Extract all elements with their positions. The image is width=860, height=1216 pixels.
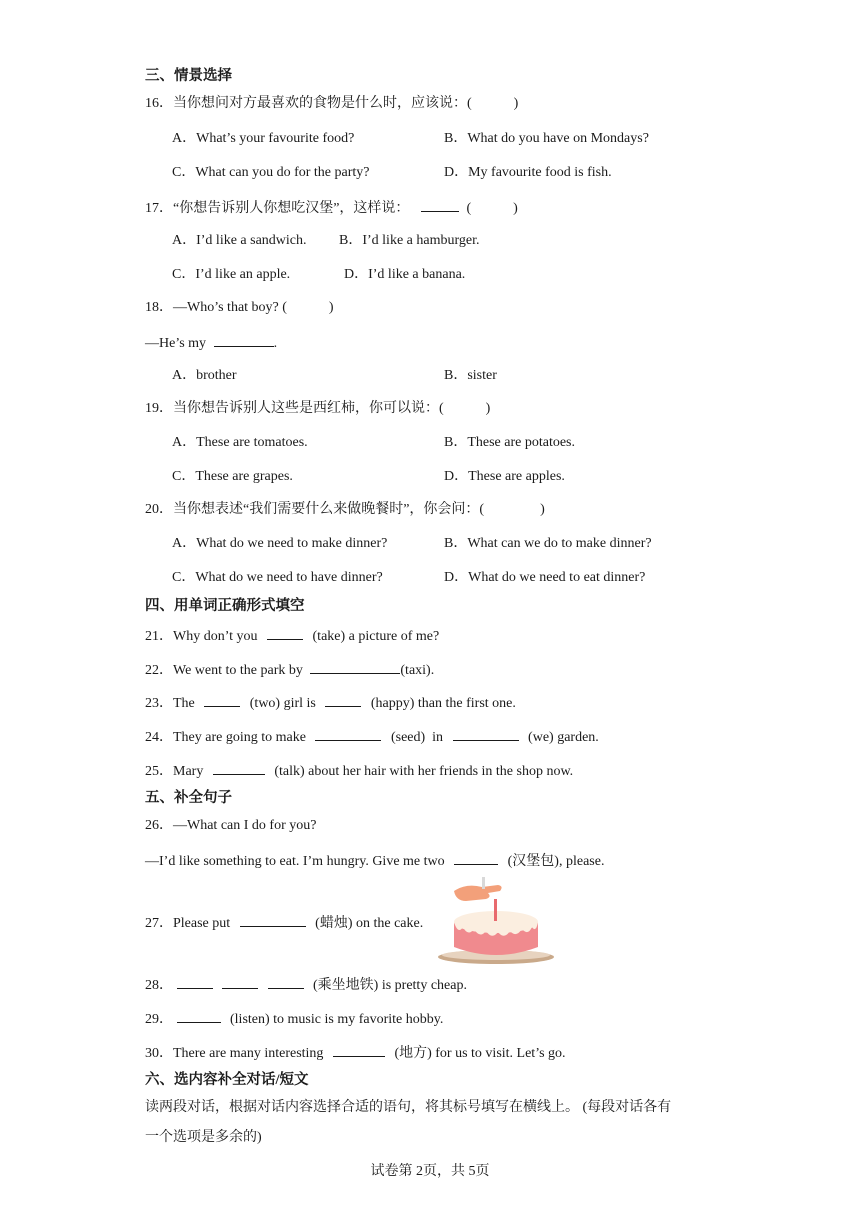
q22-text-1: 22．We went to the park by [145,663,303,678]
q27-text-1: 27．Please put [145,916,231,931]
q29-text-2: (listen) to music is my favorite hobby. [230,1012,444,1027]
q26-text-2: (汉堡包), please. [507,854,605,869]
page-footer: 试卷第 2页，共 5页 [370,1164,490,1179]
q22-blank[interactable] [310,659,400,674]
q17-stem-text: 17．“你想告诉别人你想吃汉堡”，这样说： [145,201,410,216]
q16-option-a: A．What’s your favourite food? [172,131,355,146]
q16-stem: 16．当你想问对方最喜欢的食物是什么时，应该说：( ) [145,96,519,111]
q29-text-1: 29． [145,1012,173,1027]
q18-line2 [145,332,277,354]
q23-text-2: (two) girl is [249,696,316,711]
candle [494,899,497,921]
q18-option-a: A．brother [172,368,237,383]
q25 [145,760,573,782]
q25-text-2: (talk) about her hair with her friends in the shop now. [274,764,574,779]
hand [454,885,502,901]
q18-stem: 18．—Who’s that boy? ( ) [145,300,334,315]
q23-text-3: (happy) than the first one. [370,696,516,711]
section-6-title: 六、选内容补全对话/短文 [145,1072,309,1088]
cake-with-candle-image [436,877,556,967]
q26-line-2 [145,850,604,872]
q22-text-2: (taxi). [400,663,435,678]
q20-option-c: C．What do we need to have dinner? [172,570,383,585]
q23-blank-1[interactable] [204,692,240,707]
q18-line2-text: —He’s my [145,336,207,351]
q26-line-1: 26．—What can I do for you? [145,818,317,833]
q28-blank-1[interactable] [177,974,213,989]
q16-option-d: D．My favourite food is fish. [444,165,612,180]
q28-text-2: (乘坐地铁) is pretty cheap. [313,978,467,993]
q21-text-2: (take) a picture of me? [312,629,440,644]
q28-blank-2[interactable] [222,974,258,989]
q17-blank[interactable] [421,197,459,212]
q24-text-3: (we) garden. [528,730,599,745]
q30-blank[interactable] [333,1042,385,1057]
q28-blank-3[interactable] [268,974,304,989]
q23-text-1: 23．The [145,696,195,711]
q23-blank-2[interactable] [325,692,361,707]
q24-text-2: (seed) in [390,730,444,745]
q27-blank[interactable] [240,912,306,927]
q18-option-b: B．sister [444,368,497,383]
q30-text-2: (地方) for us to visit. Let’s go. [394,1046,566,1061]
section-5-title: 五、补全句子 [145,790,232,806]
q16-option-c: C．What can you do for the party? [172,165,370,180]
q19-stem: 19．当你想告诉别人这些是西红柿，你可以说：( ) [145,401,491,416]
q25-text-1: 25．Mary [145,764,204,779]
q19-option-c: C．These are grapes. [172,469,293,484]
q20-option-a: A．What do we need to make dinner? [172,536,388,551]
q24-blank-1[interactable] [315,726,381,741]
q17-option-a: A．I’d like a sandwich. [172,233,307,248]
q30-text-1: 30．There are many interesting [145,1046,324,1061]
q21-text-1: 21．Why don’t you [145,629,258,644]
q29 [145,1008,443,1030]
q20-option-b: B．What can we do to make dinner? [444,536,652,551]
q17-stem-paren: ( ) [466,201,518,216]
section-6-instruction-1: 读两段对话，根据对话内容选择合适的语句，将其标号填写在横线上。 (每段对话各有 [145,1100,672,1115]
q19-option-d: D．These are apples. [444,469,565,484]
q28 [145,974,467,996]
lighter-stick [482,877,485,889]
q21-blank[interactable] [267,625,303,640]
q22 [145,659,434,681]
q17-option-c: C．I’d like an apple. [172,267,291,282]
q18-line2-end: . [273,336,278,351]
q19-option-b: B．These are potatoes. [444,435,576,450]
q25-blank[interactable] [213,760,265,775]
q26-blank[interactable] [454,850,498,865]
q27-text-2: (蜡烛) on the cake. [315,916,424,931]
section-4-title: 四、用单词正确形式填空 [145,598,305,614]
q17-stem [145,197,518,219]
q20-stem: 20．当你想表述“我们需要什么来做晚餐时”，你会问：( ) [145,502,545,517]
q17-option-d: D．I’d like a banana. [344,267,466,282]
q21 [145,625,439,647]
q28-text-1: 28． [145,978,173,993]
section-6-instruction-2: 一个选项是多余的) [145,1130,262,1145]
q17-option-b: B．I’d like a hamburger. [339,233,480,248]
q20-option-d: D．What do we need to eat dinner? [444,570,646,585]
q24-text-1: 24．They are going to make [145,730,306,745]
q16-option-b: B．What do you have on Mondays? [444,131,649,146]
section-3-title: 三、情景选择 [145,68,232,84]
q27 [145,912,423,934]
q18-blank[interactable] [214,332,274,347]
q23 [145,692,516,714]
q24 [145,726,599,748]
q26-text-1: —I’d like something to eat. I’m hungry. Give me two [145,854,445,869]
q19-option-a: A．These are tomatoes. [172,435,308,450]
q29-blank[interactable] [177,1008,221,1023]
q24-blank-2[interactable] [453,726,519,741]
q30 [145,1042,566,1064]
